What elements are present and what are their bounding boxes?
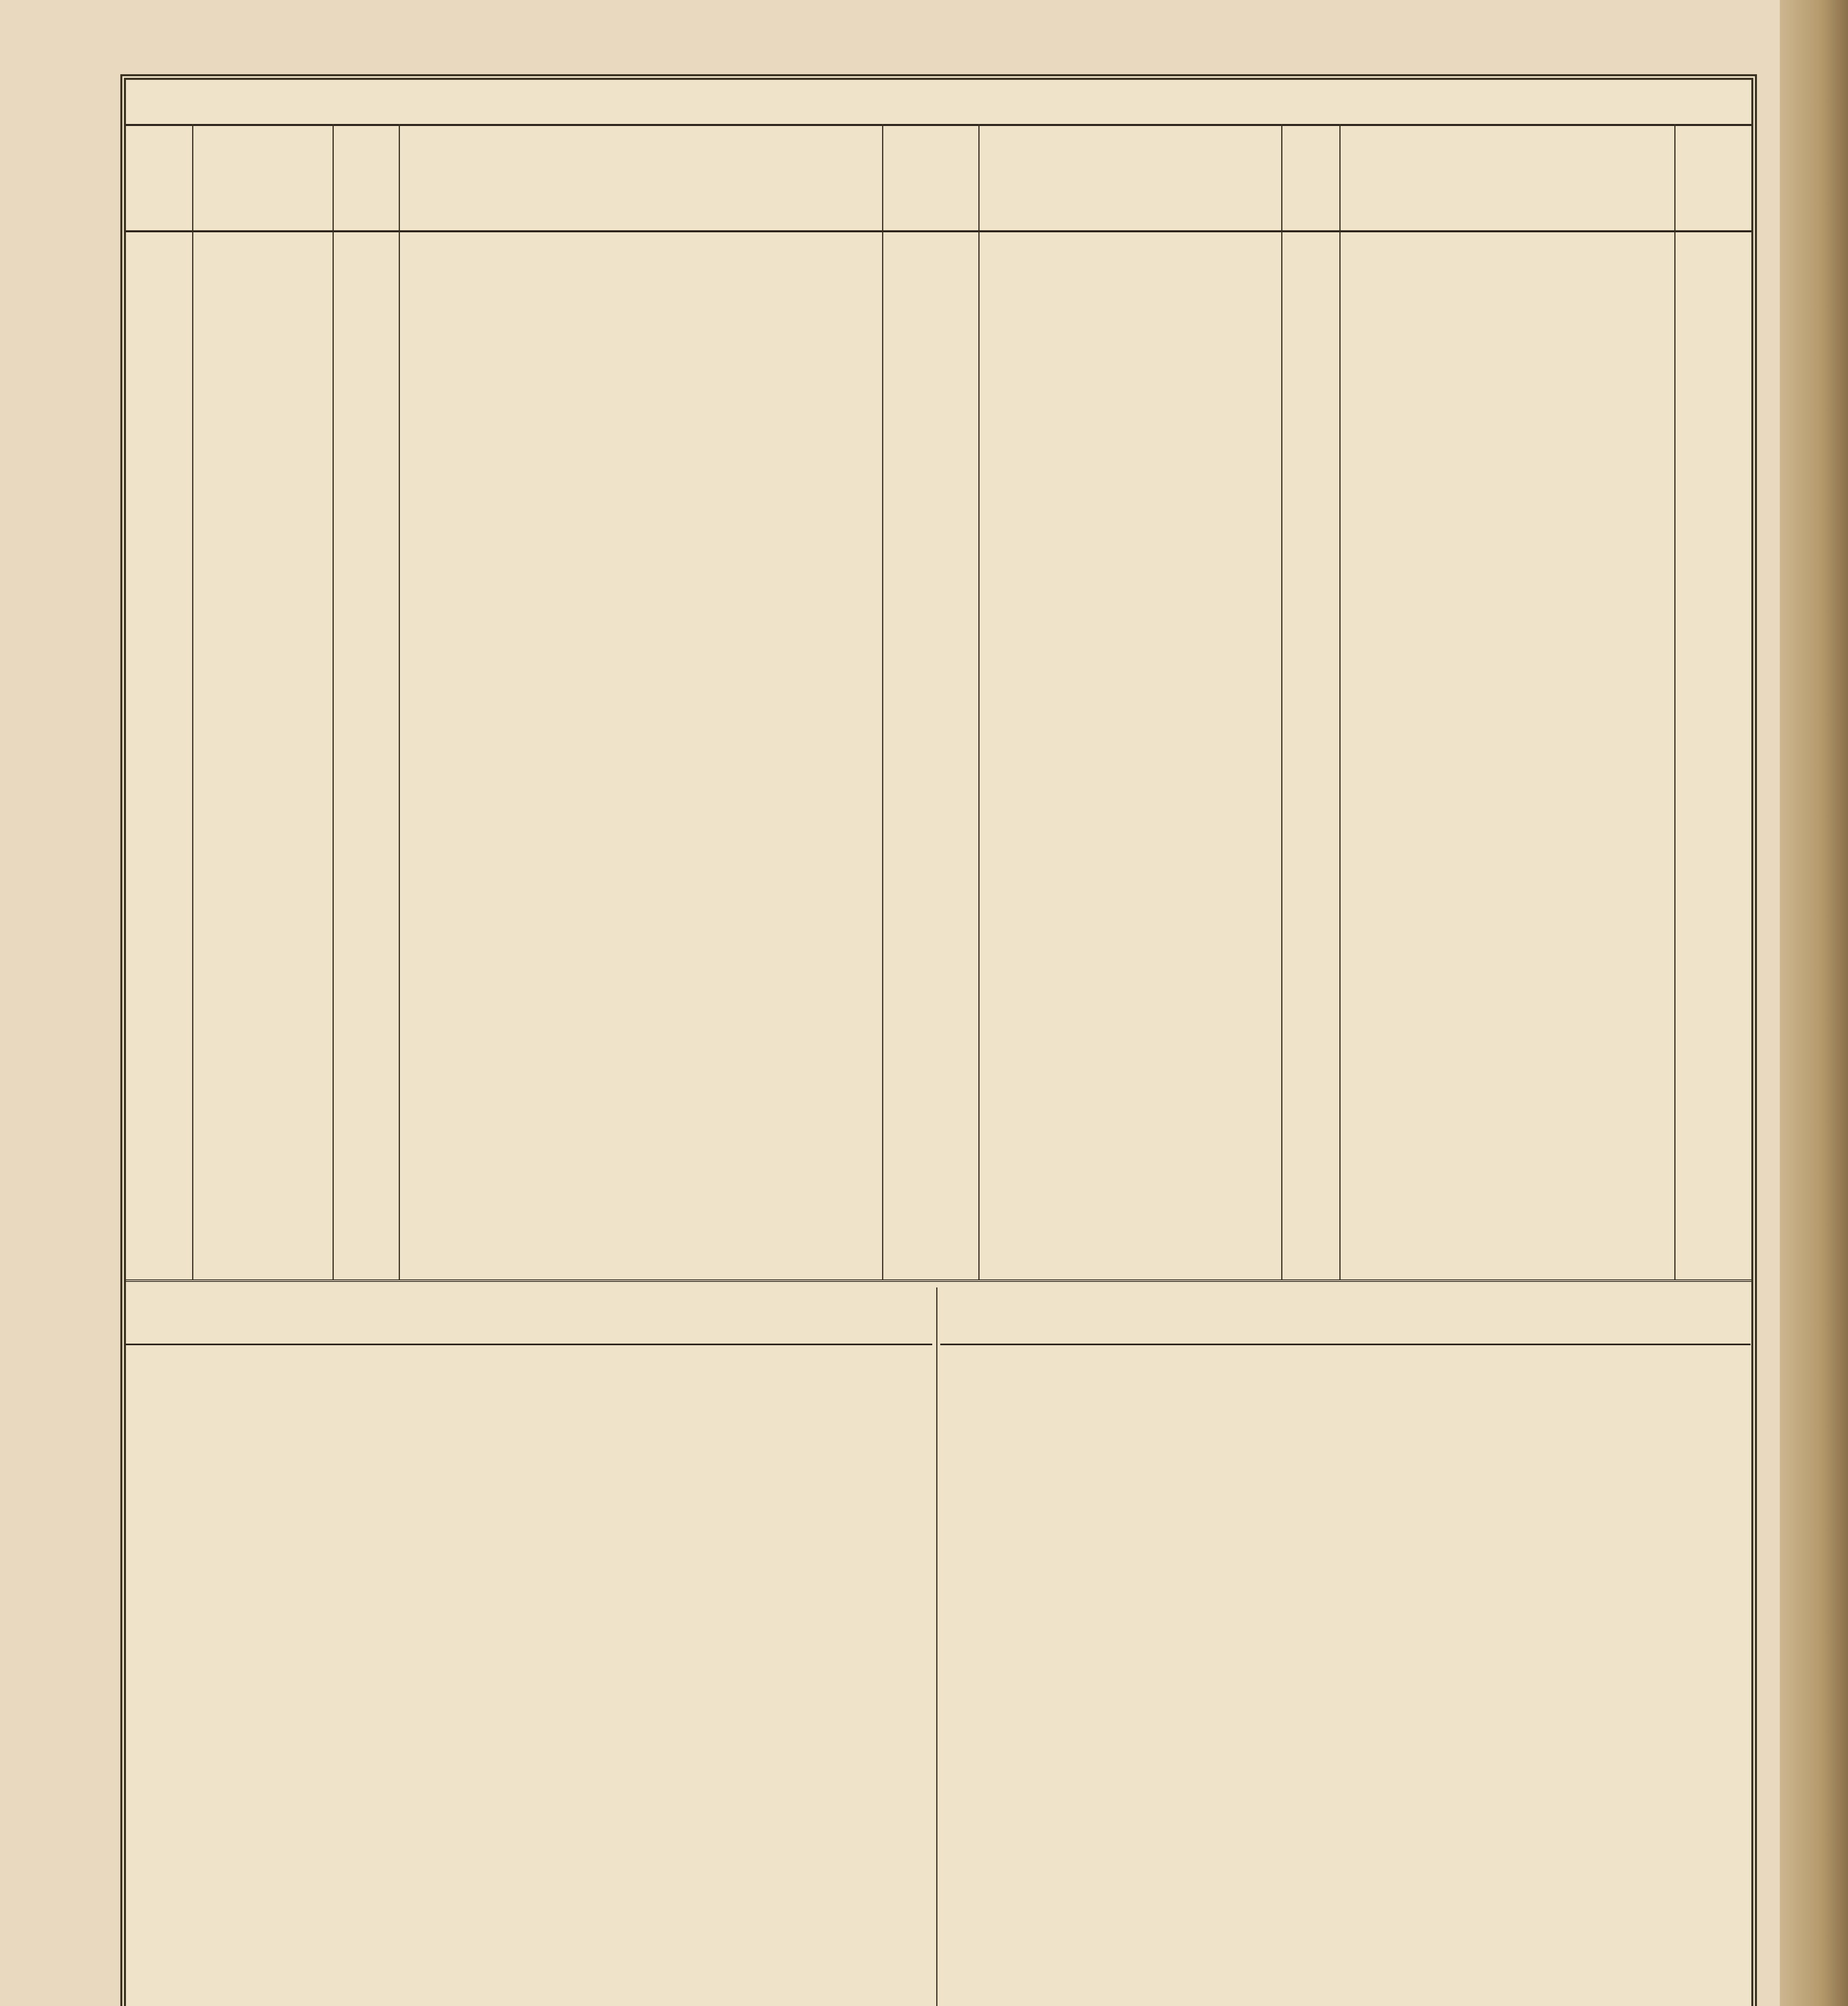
lower-tables	[126, 1287, 1751, 2006]
top-table-header	[126, 124, 1751, 232]
page-header	[162, 88, 1715, 116]
section-separator	[126, 1279, 1751, 1286]
top-table-body	[126, 232, 1751, 1275]
left-column	[126, 1287, 932, 2006]
right-column-header	[940, 1287, 1751, 1345]
newspaper-page	[120, 74, 1757, 2006]
book-gutter	[1780, 0, 1848, 2006]
rule	[936, 1287, 937, 2006]
right-column	[940, 1287, 1751, 2006]
left-column-header	[126, 1287, 932, 1345]
